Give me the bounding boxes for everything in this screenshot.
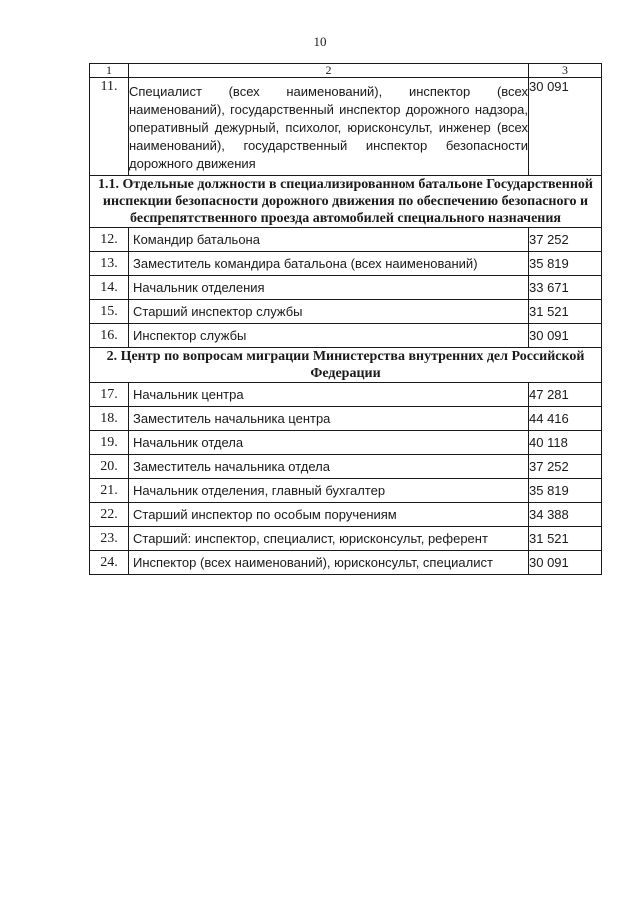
salary-value: 40 118 [529, 431, 602, 455]
row-number: 15. [90, 300, 129, 324]
salary-value: 44 416 [529, 407, 602, 431]
position-name: Старший: инспектор, специалист, юрисконсульт, референт [129, 527, 529, 551]
row-number: 17. [90, 383, 129, 407]
salary-value: 35 819 [529, 252, 602, 276]
section-heading: 1.1. Отдельные должности в специализированном батальоне Государственной инспекции безопасности дорожного движения по обеспечению безопасного и беспрепятственного проезда автомобилей специального назначения [90, 176, 602, 228]
position-name: Заместитель начальника отдела [129, 455, 529, 479]
row-number: 14. [90, 276, 129, 300]
table-row [90, 276, 602, 300]
section-1-rows [90, 228, 602, 348]
salary-value: 31 521 [529, 300, 602, 324]
position-name: Старший инспектор по особым поручениям [129, 503, 529, 527]
row-number: 13. [90, 252, 129, 276]
table-row [90, 527, 602, 551]
row-number: 21. [90, 479, 129, 503]
salary-value: 30 091 [529, 78, 602, 176]
position-name: Инспектор (всех наименований), юрисконсульт, специалист [129, 551, 529, 575]
section-2-rows [90, 383, 602, 575]
position-name: Начальник центра [129, 383, 529, 407]
table-row [90, 503, 602, 527]
table-row [90, 455, 602, 479]
position-name: Инспектор службы [129, 324, 529, 348]
page-number: 10 [313, 34, 327, 49]
column-header-3: 3 [529, 64, 602, 78]
position-name: Специалист (всех наименований), инспектор (всех наименований), государственный инспектор дорожного надзора, оперативный дежурный, психолог, юрисконсульт, инженер (всех наименований), государственный инспектор безопасности дорожного движения [129, 78, 529, 176]
salary-value: 37 252 [529, 228, 602, 252]
table-row [90, 479, 602, 503]
table-row [90, 383, 602, 407]
table-row [90, 228, 602, 252]
position-name: Командир батальона [129, 228, 529, 252]
salary-value: 35 819 [529, 479, 602, 503]
salary-table [89, 63, 602, 575]
table-header-row [90, 64, 602, 78]
row-number: 19. [90, 431, 129, 455]
table-row [90, 300, 602, 324]
section-heading-row [90, 176, 602, 228]
row-number: 11. [90, 78, 129, 176]
row-number: 24. [90, 551, 129, 575]
row-number: 23. [90, 527, 129, 551]
salary-value: 47 281 [529, 383, 602, 407]
column-header-1: 1 [90, 64, 129, 78]
position-name: Старший инспектор службы [129, 300, 529, 324]
position-name: Начальник отделения [129, 276, 529, 300]
row-number: 22. [90, 503, 129, 527]
section-heading-row [90, 348, 602, 383]
section-heading: 2. Центр по вопросам миграции Министерства внутренних дел Российской Федерации [90, 348, 602, 383]
row-number: 18. [90, 407, 129, 431]
position-name: Заместитель начальника центра [129, 407, 529, 431]
table-row [90, 252, 602, 276]
row-number: 16. [90, 324, 129, 348]
table-row [90, 431, 602, 455]
table-row [90, 324, 602, 348]
salary-value: 30 091 [529, 324, 602, 348]
table-row [90, 407, 602, 431]
salary-value: 34 388 [529, 503, 602, 527]
salary-value: 33 671 [529, 276, 602, 300]
table-row [90, 551, 602, 575]
position-name: Заместитель командира батальона (всех наименований) [129, 252, 529, 276]
column-header-2: 2 [129, 64, 529, 78]
salary-value: 37 252 [529, 455, 602, 479]
salary-value: 31 521 [529, 527, 602, 551]
row-number: 20. [90, 455, 129, 479]
salary-value: 30 091 [529, 551, 602, 575]
position-name: Начальник отделения, главный бухгалтер [129, 479, 529, 503]
row-number: 12. [90, 228, 129, 252]
table-row [90, 78, 602, 176]
position-name: Начальник отдела [129, 431, 529, 455]
